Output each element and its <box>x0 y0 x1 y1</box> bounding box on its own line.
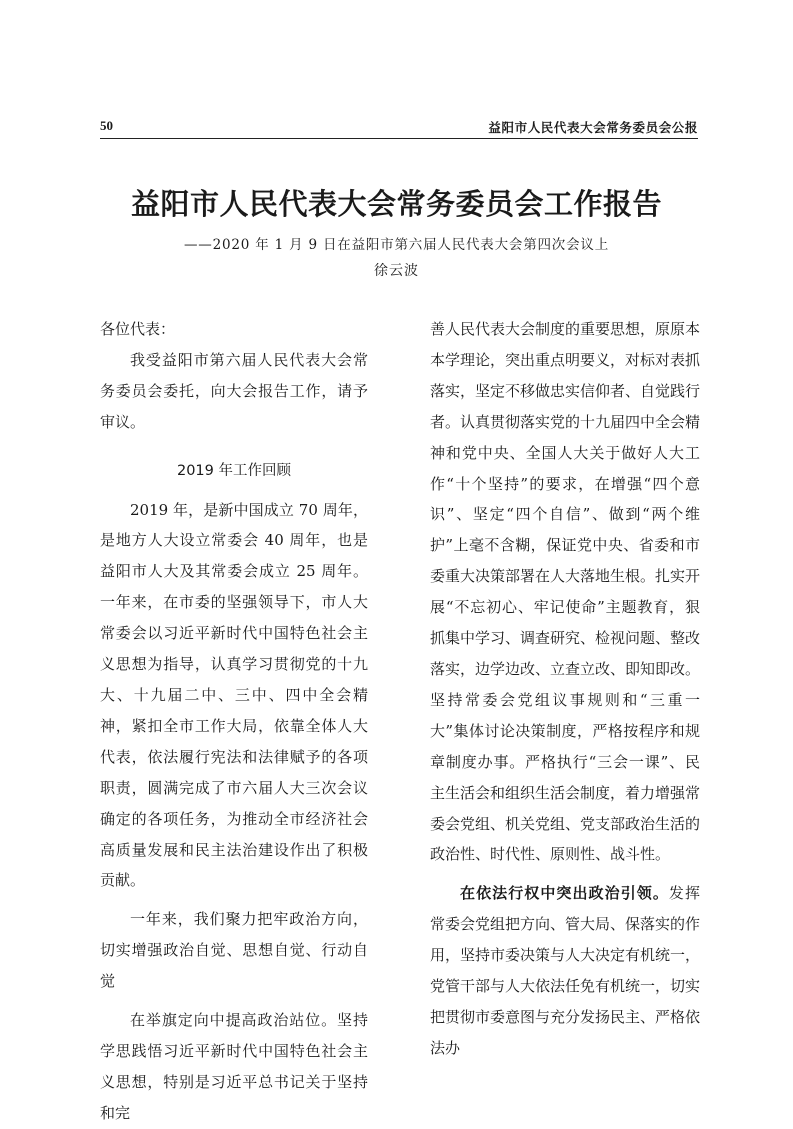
law-paragraph <box>430 878 700 1063</box>
journal-name: 益阳市人民代表大会常务委员会公报 <box>488 120 698 135</box>
intro-paragraph: 我受益阳市第六届人民代表大会常务委员会委托，向大会报告工作，请予审议。 <box>100 350 368 431</box>
left-column <box>100 314 368 1129</box>
report-title: 益阳市人民代表大会常务委员会工作报告 <box>130 187 662 221</box>
right-column <box>430 314 700 1064</box>
page-number: 50 <box>100 118 113 133</box>
header-rule <box>100 138 698 139</box>
review-paragraph: 2019 年，是新中国成立 70 周年，是地方人大设立常委会 40 周年，也是益阳市人大及其常委会成立 25 周年。一年来，在市委的坚强领导下，市人大常委会以习近平新时代中国特色社会主义思想为指导，认真学习贯彻党的十九大、十九届二中、三中、四中全会精神，紧扣全市工作大局，依靠全体人大代表，依法履行宪法和法律赋予的各项职责，圆满完成了市六届人大三次会议确定的各项任务，为推动全市经济社会高质量发展和民主法治建设作出了积极贡献。 <box>100 500 368 890</box>
running-header <box>100 118 698 140</box>
law-paragraph-body: 发挥常委会党组把方向、管大局、保落实的作用，坚持市委决策与人大决定有机统一，党管干部与人大依法任免有机统一，切实把贯彻市委意图与充分发扬民主、严格依法办 <box>430 884 701 1057</box>
law-paragraph-lead: 在依法行权中突出政治引领。 <box>460 884 669 903</box>
flag-paragraph: 在举旗定向中提高政治站位。坚持学思践悟习近平新时代中国特色社会主义思想，特别是习近平总书记关于坚持和完 <box>100 1011 368 1122</box>
salutation: 各位代表： <box>100 320 176 338</box>
report-subtitle: ——2020 年 1 月 9 日在益阳市第六届人民代表大会第四次会议上 <box>184 237 609 253</box>
year-paragraph: 一年来，我们聚力把牢政治方向，切实增强政治自觉、思想自觉、行动自觉 <box>100 910 368 991</box>
flag-paragraph-continued: 善人民代表大会制度的重要思想，原原本本学理论，突出重点明要义，对标对表抓落实，坚定不移做忠实信仰者、自觉践行者。认真贯彻落实党的十九届四中全会精神和党中央、全国人大关于做好人大工作“十个坚持”的要求，在增强“四个意识”、坚定“四个自信”、做到“两个维护”上毫不含糊，保证党中央、省委和市委重大决策部署在人大落地生根。扎实开展“不忘初心、牢记使命”主题教育，狠抓集中学习、调查研究、检视问题、整改落实，边学边改、立查立改、即知即改。坚持常委会党组议事规则和“三重一大”集体讨论决策制度，严格按程序和规章制度办事。严格执行“三会一课”、民主生活会和组织生活会制度，着力增强常委会党组、机关党组、党支部政治生活的政治性、时代性、原则性、战斗性。 <box>430 320 701 864</box>
report-author: 徐云波 <box>374 263 419 279</box>
section-heading: 2019 年工作回顾 <box>176 462 291 479</box>
